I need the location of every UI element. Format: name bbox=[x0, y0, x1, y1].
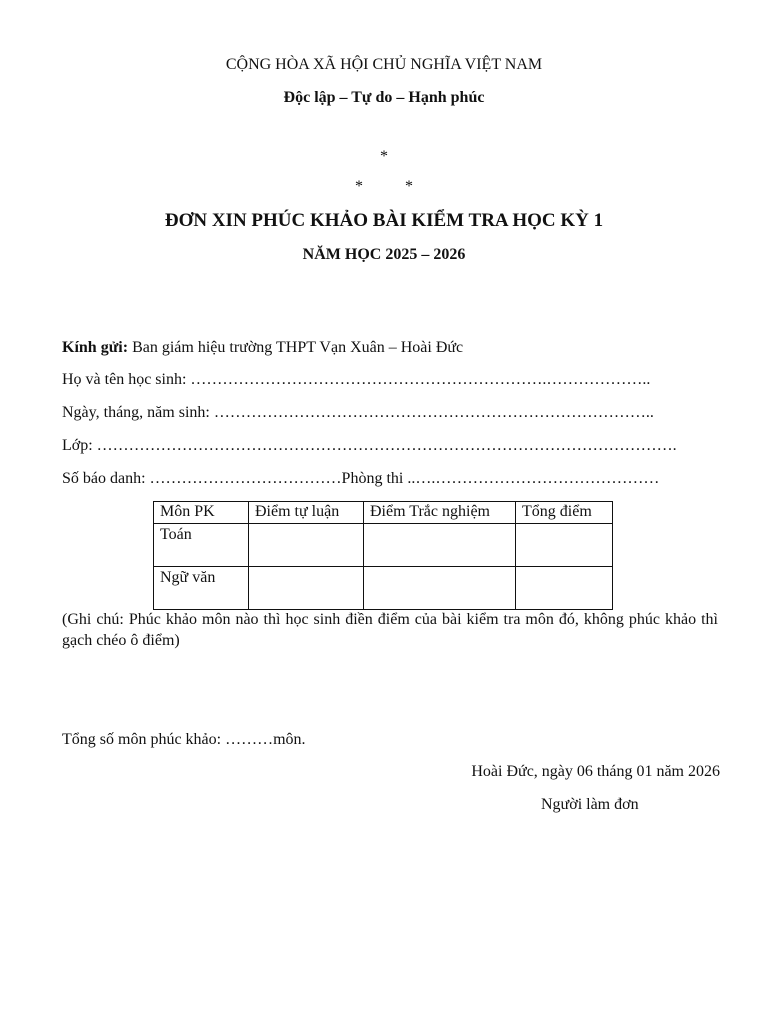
column-header-total-score: Tổng điểm bbox=[516, 502, 613, 524]
decorative-star: * bbox=[355, 178, 363, 195]
score-cell[interactable] bbox=[364, 567, 516, 610]
score-cell[interactable] bbox=[364, 524, 516, 567]
table-row bbox=[154, 567, 613, 610]
column-header-essay-score: Điểm tự luận bbox=[249, 502, 364, 524]
table-row bbox=[154, 524, 613, 567]
school-year-subtitle: NĂM HỌC 2025 – 2026 bbox=[302, 246, 466, 263]
column-header-subject: Môn PK bbox=[154, 502, 249, 524]
recipient-value: Ban giám hiệu trường THPT Vạn Xuân – Hoài Đức bbox=[128, 339, 464, 356]
date-of-birth-field[interactable]: Ngày, tháng, năm sinh: ……………………………………………………………………….. bbox=[62, 404, 654, 421]
score-cell[interactable] bbox=[516, 524, 613, 567]
decorative-star: * bbox=[380, 148, 388, 165]
decorative-star: * bbox=[405, 178, 413, 195]
class-field[interactable]: Lớp: ………………………………………………………………………………………………. bbox=[62, 437, 677, 454]
score-cell[interactable] bbox=[516, 567, 613, 610]
note-paragraph: (Ghi chú: Phúc khảo môn nào thì học sinh điền điểm của bài kiểm tra môn đó, không phúc khảo thì gạch chéo ô điểm) bbox=[62, 611, 718, 649]
national-slogan: Độc lập – Tự do – Hạnh phúc bbox=[283, 89, 485, 106]
recipient-label: Kính gửi: bbox=[62, 339, 129, 356]
signer-label: Người làm đơn bbox=[541, 796, 639, 813]
student-name-field[interactable]: Họ và tên học sinh: ………………………………………………………….……………….. bbox=[62, 371, 651, 388]
score-table bbox=[153, 501, 613, 610]
column-header-mcq-score: Điểm Trắc nghiệm bbox=[364, 502, 516, 524]
candidate-number-room-field[interactable]: Số báo danh: ………………………………Phòng thi ..….…………………………………… bbox=[62, 470, 660, 487]
national-motto: CỘNG HÒA XÃ HỘI CHỦ NGHĨA VIỆT NAM bbox=[225, 56, 543, 73]
decorative-stars-row bbox=[0, 178, 768, 196]
score-cell[interactable] bbox=[249, 567, 364, 610]
recipient-line bbox=[62, 339, 463, 357]
table-header-row bbox=[154, 502, 613, 524]
score-cell[interactable] bbox=[249, 524, 364, 567]
subject-cell: Ngữ văn bbox=[154, 567, 249, 610]
total-subjects-field[interactable]: Tổng số môn phúc khảo: ………môn. bbox=[62, 731, 306, 748]
document-title: ĐƠN XIN PHÚC KHẢO BÀI KIỂM TRA HỌC KỲ 1 bbox=[164, 210, 604, 231]
place-and-date: Hoài Đức, ngày 06 tháng 01 năm 2026 bbox=[471, 763, 720, 780]
subject-cell: Toán bbox=[154, 524, 249, 567]
